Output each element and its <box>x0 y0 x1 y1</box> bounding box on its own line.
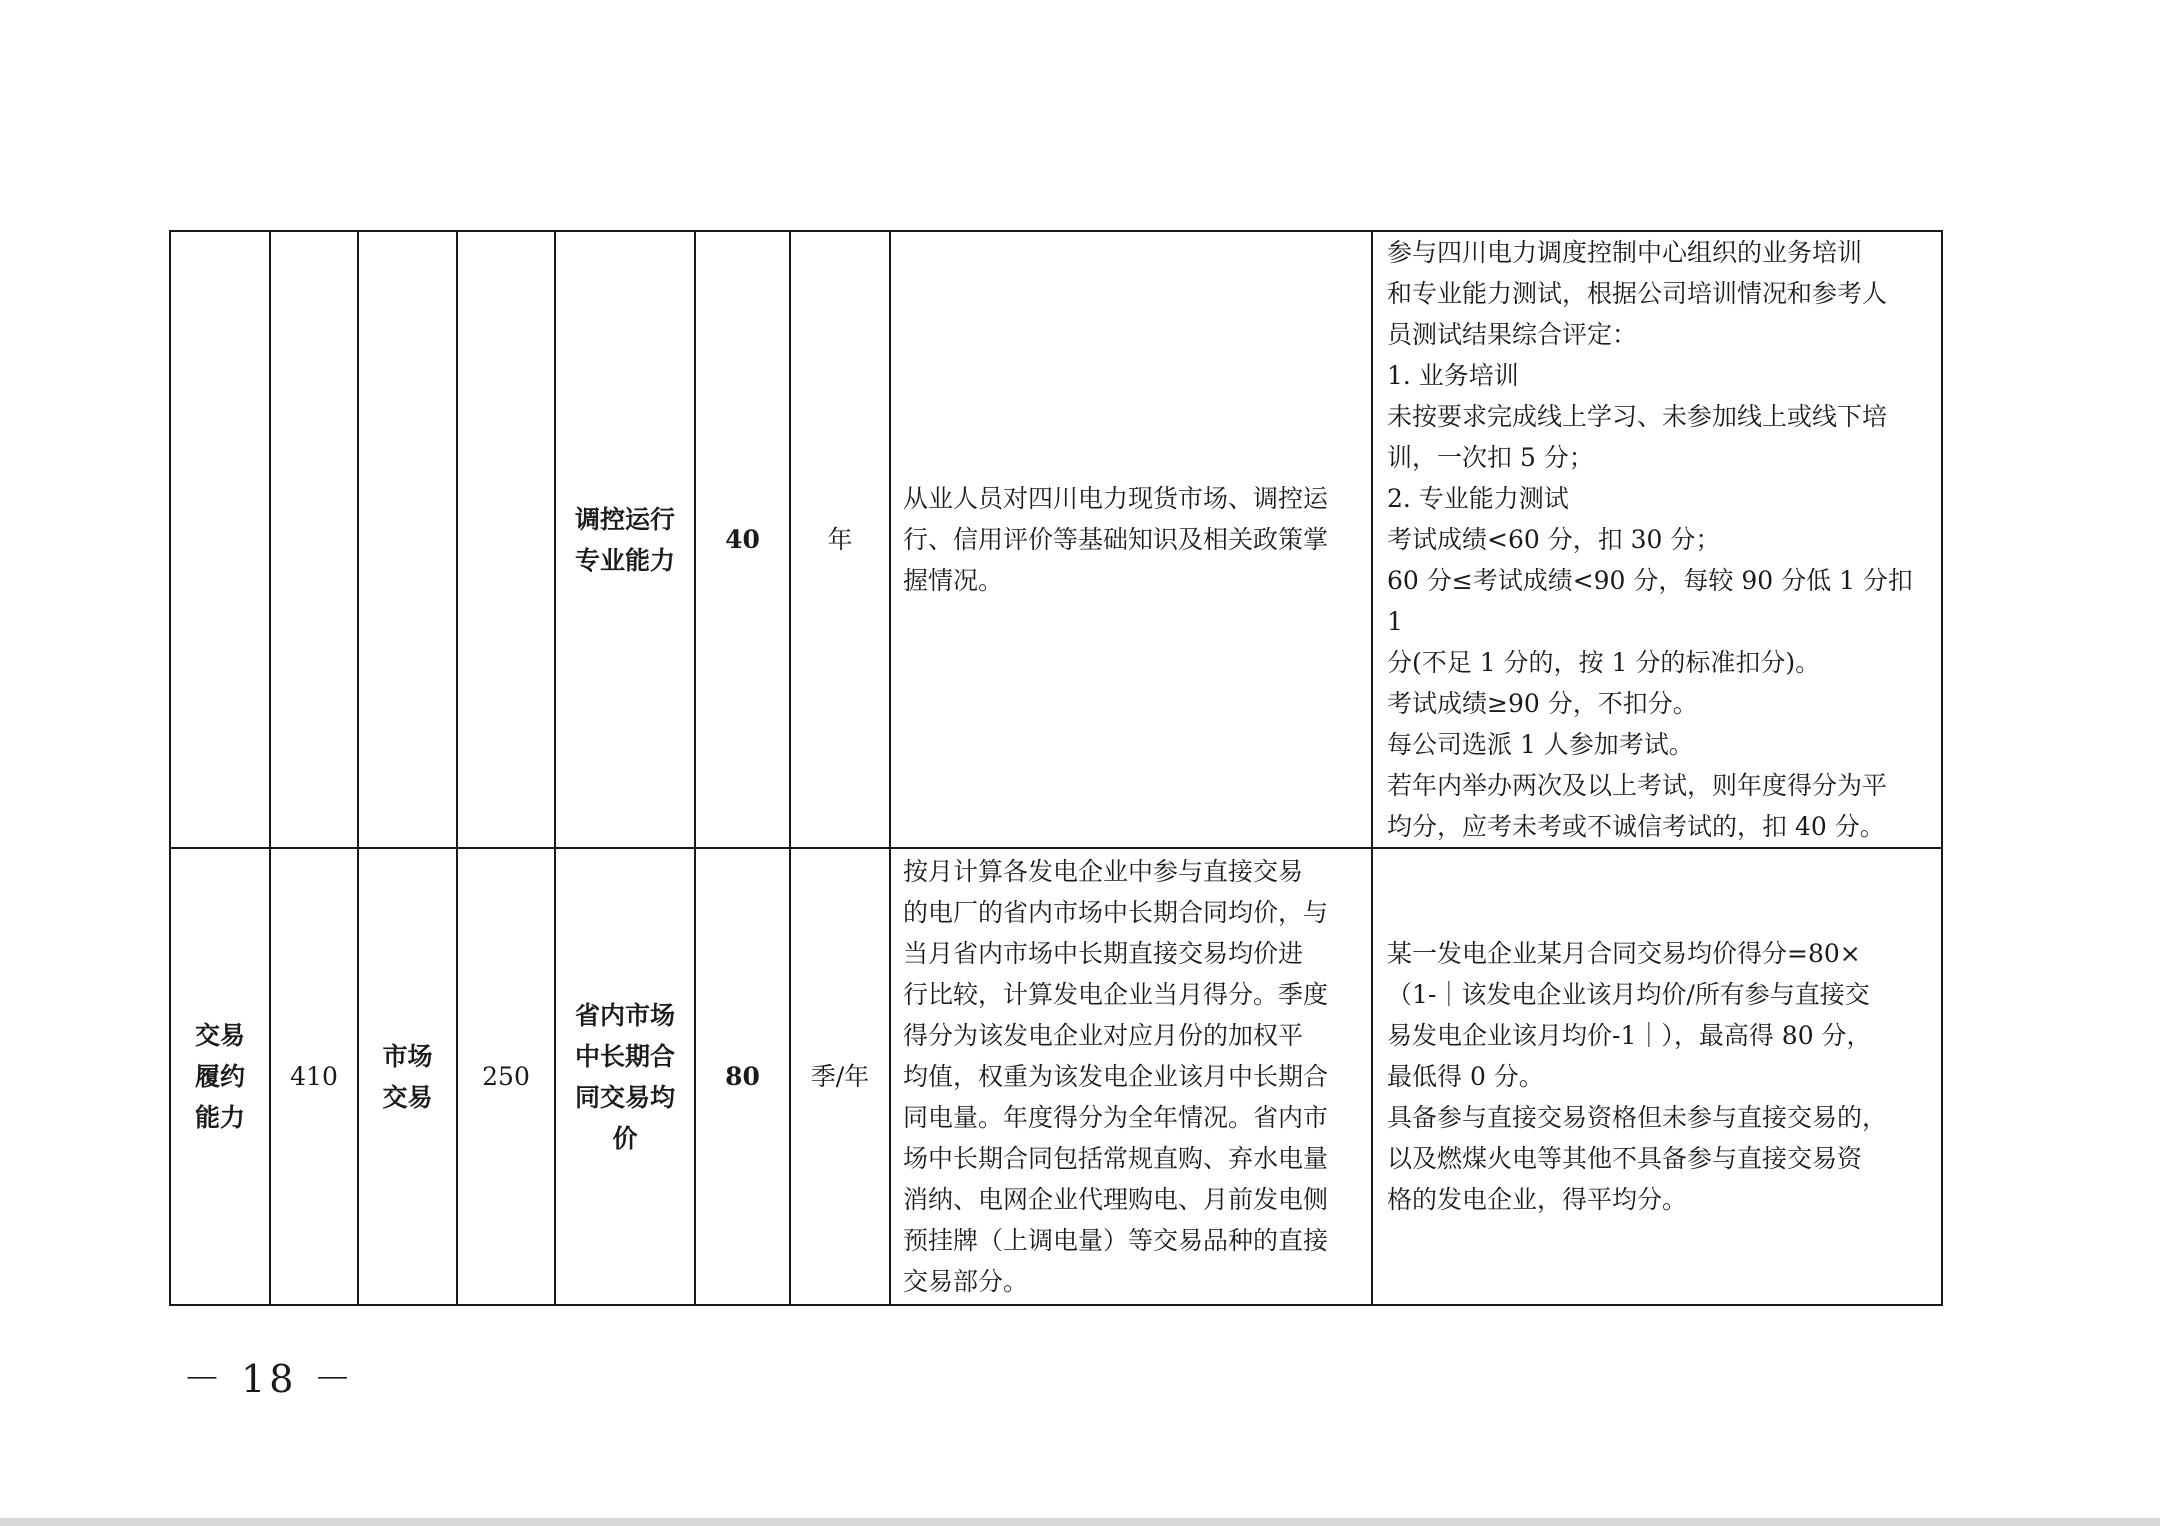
item-cell: 省内市场 中长期合 同交易均 价 <box>555 848 695 1305</box>
description-cell: 按月计算各发电企业中参与直接交易 的电厂的省内市场中长期合同均价，与 当月省内市场中长期直接交易均价进 行比较，计算发电企业当月得分。季度 得分为该发电企业对应月份的加权平 均值，权重为该发电企业该月中长期合 同电量。年度得分为全年情况。省内市 场中长期合同包括常规直购、弃水电量 消纳、电网企业代理购电、月前发电侧 预挂牌（上调电量）等交易品种的直接 交易部分。 <box>890 848 1372 1305</box>
category-score-cell <box>270 231 358 848</box>
scoring-table <box>169 230 1943 1306</box>
score-cell: 80 <box>695 848 790 1305</box>
scan-edge <box>0 1518 2160 1526</box>
item-cell: 调控运行 专业能力 <box>555 231 695 848</box>
category-cell <box>170 231 270 848</box>
table-row <box>170 848 1942 1305</box>
description-cell: 从业人员对四川电力现货市场、调控运 行、信用评价等基础知识及相关政策掌 握情况。 <box>890 231 1372 848</box>
category-score-cell: 410 <box>270 848 358 1305</box>
criteria-cell: 参与四川电力调度控制中心组织的业务培训 和专业能力测试，根据公司培训情况和参考人 员测试结果综合评定： 1. 业务培训 未按要求完成线上学习、未参加线上或线下培 训，一次扣 5 分； 2. 专业能力测试 考试成绩<60 分，扣 30 分； 60 分≤考试成绩<90 分，每较 90 分低 1 分扣 1 分(不足 1 分的，按 1 分的标准扣分)。 考试成绩≥90 分，不扣分。 每公司选派 1 人参加考试。 若年内举办两次及以上考试，则年度得分为平 均分，应考未考或不诚信考试的，扣 40 分。 <box>1372 231 1942 848</box>
period-cell: 年 <box>790 231 890 848</box>
table-row <box>170 231 1942 848</box>
subcategory-cell <box>358 231 457 848</box>
subcategory-score-cell: 250 <box>457 848 555 1305</box>
subcategory-cell: 市场 交易 <box>358 848 457 1305</box>
criteria-cell: 某一发电企业某月合同交易均价得分=80× （1-｜该发电企业该月均价/所有参与直接交 易发电企业该月均价-1｜），最高得 80 分， 最低得 0 分。 具备参与直接交易资格但未参与直接交易的， 以及燃煤火电等其他不具备参与直接交易资 格的发电企业，得平均分。 <box>1372 848 1942 1305</box>
page-number: － 18 － <box>183 1357 356 1401</box>
period-cell: 季/年 <box>790 848 890 1305</box>
score-cell: 40 <box>695 231 790 848</box>
category-cell: 交易 履约 能力 <box>170 848 270 1305</box>
subcategory-score-cell <box>457 231 555 848</box>
